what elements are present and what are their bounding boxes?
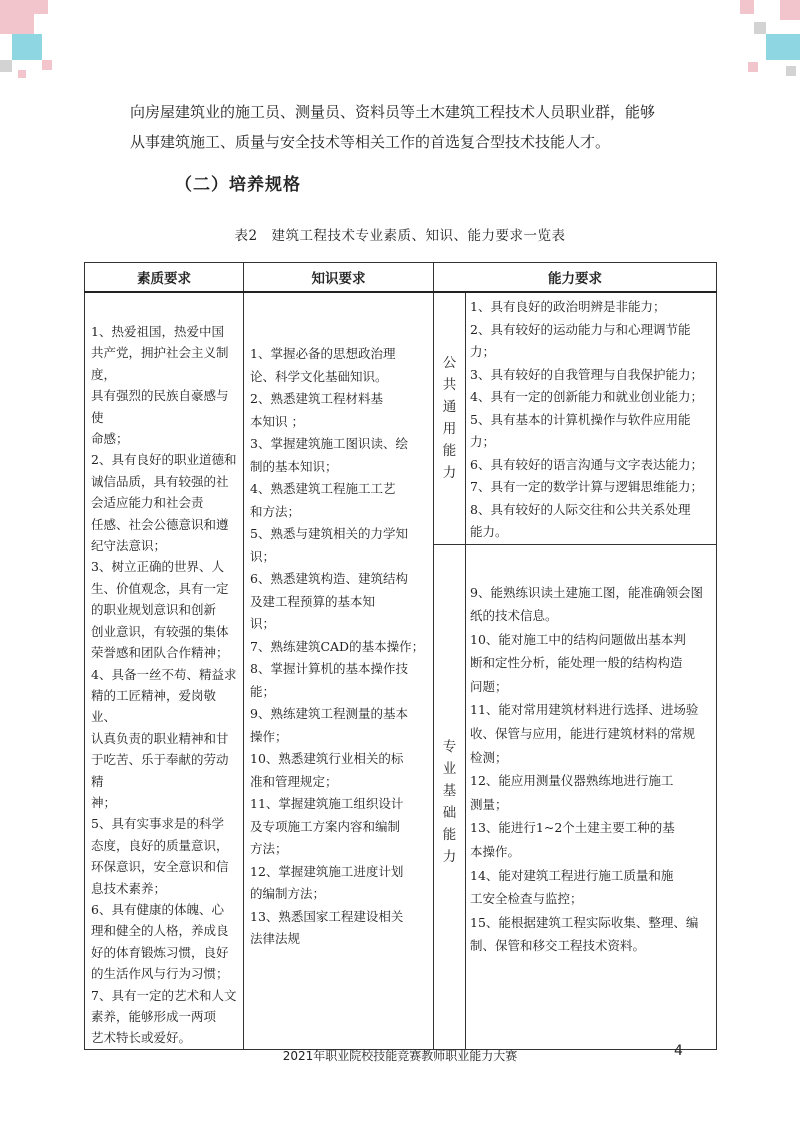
professional-ability-line: 12、能应用测量仪器熟练地进行施工 <box>470 773 674 789</box>
professional-ability-line: 收、保管与应用，能进行建筑材料的常规 <box>470 726 696 742</box>
quality-line: 会适应能力和社会责 <box>91 495 204 511</box>
requirements-table <box>84 262 717 1050</box>
intro-line-2: 从事建筑施工、质量与安全技术等相关工作的首选复合型技术技能人才。 <box>130 133 611 151</box>
professional-abilities-list <box>466 545 716 959</box>
quality-line: 环保意识，安全意识和信 <box>91 859 229 875</box>
general-abilities-list <box>466 293 716 544</box>
knowledge-line: 10、熟悉建筑行业相关的标 <box>250 751 404 766</box>
knowledge-line: 9、熟练建筑工程测量的基本 <box>250 706 408 721</box>
knowledge-line: 操作； <box>250 728 288 744</box>
page-number: 4 <box>674 1043 683 1059</box>
general-ability-line: 8、具有较好的人际交往和公共关系处理 <box>470 501 691 517</box>
professional-category-char: 能 <box>442 826 457 843</box>
knowledge-line: 12、掌握建筑施工进度计划 <box>250 863 404 879</box>
knowledge-line: 识； <box>250 548 276 564</box>
quality-line: 纪守法意识； <box>91 538 167 554</box>
general-ability-line: 力； <box>470 344 496 359</box>
general-ability-line: 5、具有基本的计算机操作与软件应用能 <box>470 411 691 427</box>
knowledge-line: 识； <box>250 616 276 631</box>
quality-line: 的职业规划意识和创新 <box>91 602 217 618</box>
quality-line: 神； <box>91 794 117 810</box>
knowledge-line: 本知识 ； <box>250 413 304 429</box>
general-category-char: 公 <box>442 355 457 372</box>
quality-line: 生、价值观念，具有一定 <box>91 580 229 596</box>
professional-ability-line: 断和定性分析，能处理一般的结构构造 <box>470 655 683 671</box>
professional-ability-line: 本操作。 <box>470 844 521 860</box>
knowledge-cell <box>244 292 434 1049</box>
general-abilities-cell <box>466 292 717 544</box>
quality-line: 2、具有良好的职业道德和 <box>91 452 237 468</box>
quality-line: 态度，良好的质量意识， <box>91 837 229 853</box>
general-ability-line: 3、具有较好的自我管理与自我保护能力； <box>470 366 703 382</box>
quality-cell <box>85 292 244 1049</box>
professional-category-label <box>434 726 465 868</box>
general-ability-line: 4、具有一定的创新能力和就业创业能力； <box>470 389 703 404</box>
quality-line: 1、热爱祖国，热爱中国 <box>91 324 224 339</box>
section-title: （二）培养规格 <box>175 175 301 195</box>
quality-line: 的生活作风与行为习惯； <box>91 966 229 982</box>
general-category-label <box>434 352 465 484</box>
corner-decoration-left <box>0 0 80 80</box>
quality-line: 任感、社会公德意识和遵 <box>91 516 229 532</box>
knowledge-line: 及专项施工方案内容和编制 <box>250 818 401 834</box>
header-quality: 素质要求 <box>85 263 244 293</box>
quality-line: 4、具备一丝不苟、精益求 <box>91 666 237 682</box>
professional-category-char: 专 <box>442 738 457 755</box>
knowledge-line: 法律法规 <box>250 931 301 946</box>
professional-ability-line: 纸的技术信息。 <box>470 608 558 624</box>
quality-line: 素养，能够形成一两项 <box>91 1009 217 1024</box>
professional-category-char: 基 <box>442 782 457 799</box>
general-category-char: 能 <box>442 443 457 460</box>
quality-line: 息技术素养； <box>91 880 167 896</box>
knowledge-line: 能； <box>250 683 276 699</box>
table-caption: 表2 建筑工程技术专业素质、知识、能力要求一览表 <box>234 228 566 244</box>
quality-line: 理和健全的人格，养成良 <box>91 923 229 939</box>
knowledge-line: 论、科学文化基础知识。 <box>250 368 388 384</box>
general-category-char: 用 <box>442 421 457 438</box>
professional-category-cell <box>434 544 466 1049</box>
quality-line: 艺术特长或爱好。 <box>91 1030 192 1046</box>
knowledge-line: 7、熟练建筑CAD的基本操作； <box>250 638 425 654</box>
general-category-char: 共 <box>442 377 457 394</box>
general-ability-line: 1、具有良好的政治明辨是非能力； <box>470 299 666 314</box>
knowledge-line: 制的基本知识； <box>250 458 338 474</box>
knowledge-line: 6、熟悉建筑构造、建筑结构 <box>250 571 408 586</box>
professional-ability-line: 9、能熟练识读土建施工图，能准确领会图 <box>470 584 703 600</box>
knowledge-line: 1、掌握必备的思想政治理 <box>250 346 396 361</box>
header-knowledge: 知识要求 <box>244 263 434 293</box>
quality-line: 5、具有实事求是的科学 <box>91 816 224 832</box>
quality-line: 具有强烈的民族自豪感与使 <box>91 388 229 425</box>
knowledge-line: 准和管理规定； <box>250 773 338 789</box>
header-ability: 能力要求 <box>434 263 717 293</box>
quality-line: 精的工匠精神，爱岗敬业、 <box>91 687 217 725</box>
quality-list <box>85 293 243 1049</box>
professional-category-char: 础 <box>442 804 457 821</box>
general-category-char: 力 <box>442 465 457 482</box>
professional-category-char: 力 <box>442 848 457 865</box>
quality-line: 于吃苦、乐于奉献的劳动精 <box>91 752 229 789</box>
knowledge-line: 3、掌握建筑施工图识读、绘 <box>250 436 408 451</box>
knowledge-line: 5、熟悉与建筑相关的力学知 <box>250 526 408 541</box>
professional-ability-line: 13、能进行1~2个土建主要工种的基 <box>470 820 675 836</box>
general-category-char: 通 <box>442 399 457 416</box>
general-ability-line: 7、具有一定的数学计算与逻辑思维能力； <box>470 479 703 494</box>
professional-ability-line: 测量； <box>470 796 508 812</box>
professional-ability-line: 14、能对建筑工程进行施工质量和施 <box>470 867 674 883</box>
knowledge-list <box>244 293 433 951</box>
professional-ability-line: 10、能对施工中的结构问题做出基本判 <box>470 631 686 647</box>
general-ability-line: 能力。 <box>470 524 508 539</box>
quality-line: 荣誉感和团队合作精神； <box>91 645 229 661</box>
general-ability-line: 2、具有较好的运动能力与和心理调节能 <box>470 321 691 337</box>
general-ability-line: 力； <box>470 434 496 449</box>
quality-line: 3、树立正确的世界、人 <box>91 559 224 575</box>
knowledge-line: 和方法； <box>250 503 301 519</box>
professional-ability-line: 11、能对常用建筑材料进行选择、进场验 <box>470 702 699 718</box>
professional-ability-line: 工安全检查与监控； <box>470 891 583 907</box>
professional-ability-line: 问题； <box>470 678 508 694</box>
intro-line-1: 向房屋建筑业的施工员、测量员、资料员等土木建筑工程技术人员职业群，能够 <box>130 103 656 121</box>
quality-line: 创业意识，有较强的集体 <box>91 623 229 639</box>
quality-line: 6、具有健康的体魄、心 <box>91 901 224 917</box>
corner-decoration-right <box>720 0 800 80</box>
knowledge-line: 的编制方法； <box>250 886 326 901</box>
footer-text: 2021年职业院校技能竞赛教师职业能力大赛 <box>282 1049 518 1063</box>
professional-ability-line: 15、能根据建筑工程实际收集、整理、编 <box>470 914 699 930</box>
quality-line: 诚信品质，具有较强的社 <box>91 473 229 489</box>
knowledge-line: 方法； <box>250 841 288 856</box>
quality-line: 好的体育锻炼习惯，良好 <box>91 944 229 960</box>
knowledge-line: 13、熟悉国家工程建设相关 <box>250 908 404 924</box>
knowledge-line: 2、熟悉建筑工程材料基 <box>250 391 383 406</box>
professional-ability-line: 制、保管和移交工程技术资料。 <box>470 938 646 954</box>
knowledge-line: 8、掌握计算机的基本操作技 <box>250 661 408 676</box>
knowledge-line: 及建工程预算的基本知 <box>250 593 376 609</box>
professional-category-char: 业 <box>442 760 457 777</box>
knowledge-line: 11、掌握建筑施工组织设计 <box>250 796 404 811</box>
knowledge-line: 4、熟悉建筑工程施工工艺 <box>250 481 396 496</box>
general-ability-line: 6、具有较好的语言沟通与文字表达能力； <box>470 456 703 472</box>
general-category-cell <box>434 292 466 544</box>
professional-abilities-cell <box>466 544 717 1049</box>
quality-line: 共产党，拥护社会主义制度， <box>91 345 229 382</box>
quality-line: 7、具有一定的艺术和人文 <box>91 987 237 1003</box>
professional-ability-line: 检测； <box>470 749 508 765</box>
quality-line: 命感； <box>91 431 129 447</box>
quality-line: 认真负责的职业精神和甘 <box>91 730 229 746</box>
